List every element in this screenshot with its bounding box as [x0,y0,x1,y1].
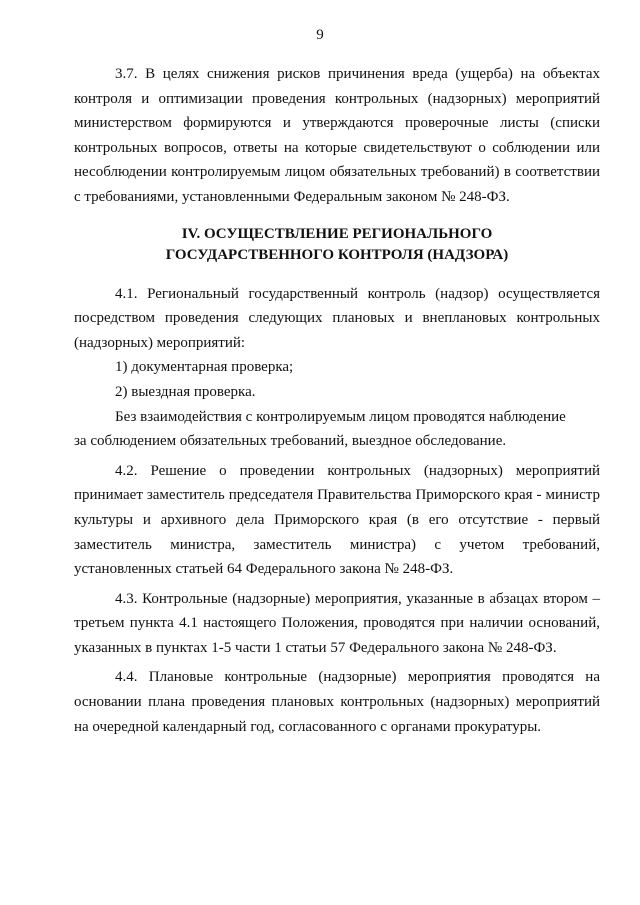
list-item-1: 1) документарная проверка; [115,359,294,376]
list-item-2: 2) выездная проверка. [115,383,256,400]
paragraph-4-1: 4.1. Региональный государственный контроль (надзор) осуществляется посредством проведения следующих плановых и внеплановых контрольных (надзорных) мероприятий: [74,285,600,351]
document-body [74,62,600,739]
page-number: 9 [316,27,324,43]
paragraph-4-3: 4.3. Контрольные (надзорные) мероприятия, указанные в абзацах втором – третьем пункта 4.1 настоящего Положения, проводятся при наличии оснований, указанных в пунктах 1-5 части 1 статьи 57 Федерального закона № 248-ФЗ. [74,590,600,656]
paragraph-4-2: 4.2. Решение о проведении контрольных (надзорных) мероприятий принимает заместитель председателя Правительства Приморского края - министр культуры и архивного дела Приморского края (в его отсутствие - первый заместитель министра, заместитель министра) с учетом требований, установленных статьей 64 Федерального закона № 248-ФЗ. [74,462,600,578]
section-heading [74,224,600,266]
paragraph-4-4: 4.4. Плановые контрольные (надзорные) мероприятия проводятся на основании плана проведения плановых контрольных (надзорных) мероприятий на очередной календарный год, согласованного с органами прокуратуры. [74,669,600,735]
section-heading-line-1: IV. ОСУЩЕСТВЛЕНИЕ РЕГИОНАЛЬНОГО [181,225,493,242]
paragraph-4-1-note-line-1: Без взаимодействия с контролируемым лицом проводятся наблюдение [115,408,566,425]
section-heading-line-2: ГОСУДАРСТВЕННОГО КОНТРОЛЯ (НАДЗОРА) [165,246,509,263]
paragraph-4-1-note-line-2: за соблюдением обязательных требований, выездное обследование. [74,433,507,450]
paragraph-3-7: 3.7. В целях снижения рисков причинения вреда (ущерба) на объектах контроля и оптимизации проведения контрольных (надзорных) мероприятий министерством формируются и утверждаются проверочные листы (списки контрольных вопросов, ответы на которые свидетельствуют о соблюдении или несоблюдении контролируемым лицом обязательных требований) в соответствии с требованиями, установленными Федеральным законом № 248-ФЗ. [74,66,600,205]
